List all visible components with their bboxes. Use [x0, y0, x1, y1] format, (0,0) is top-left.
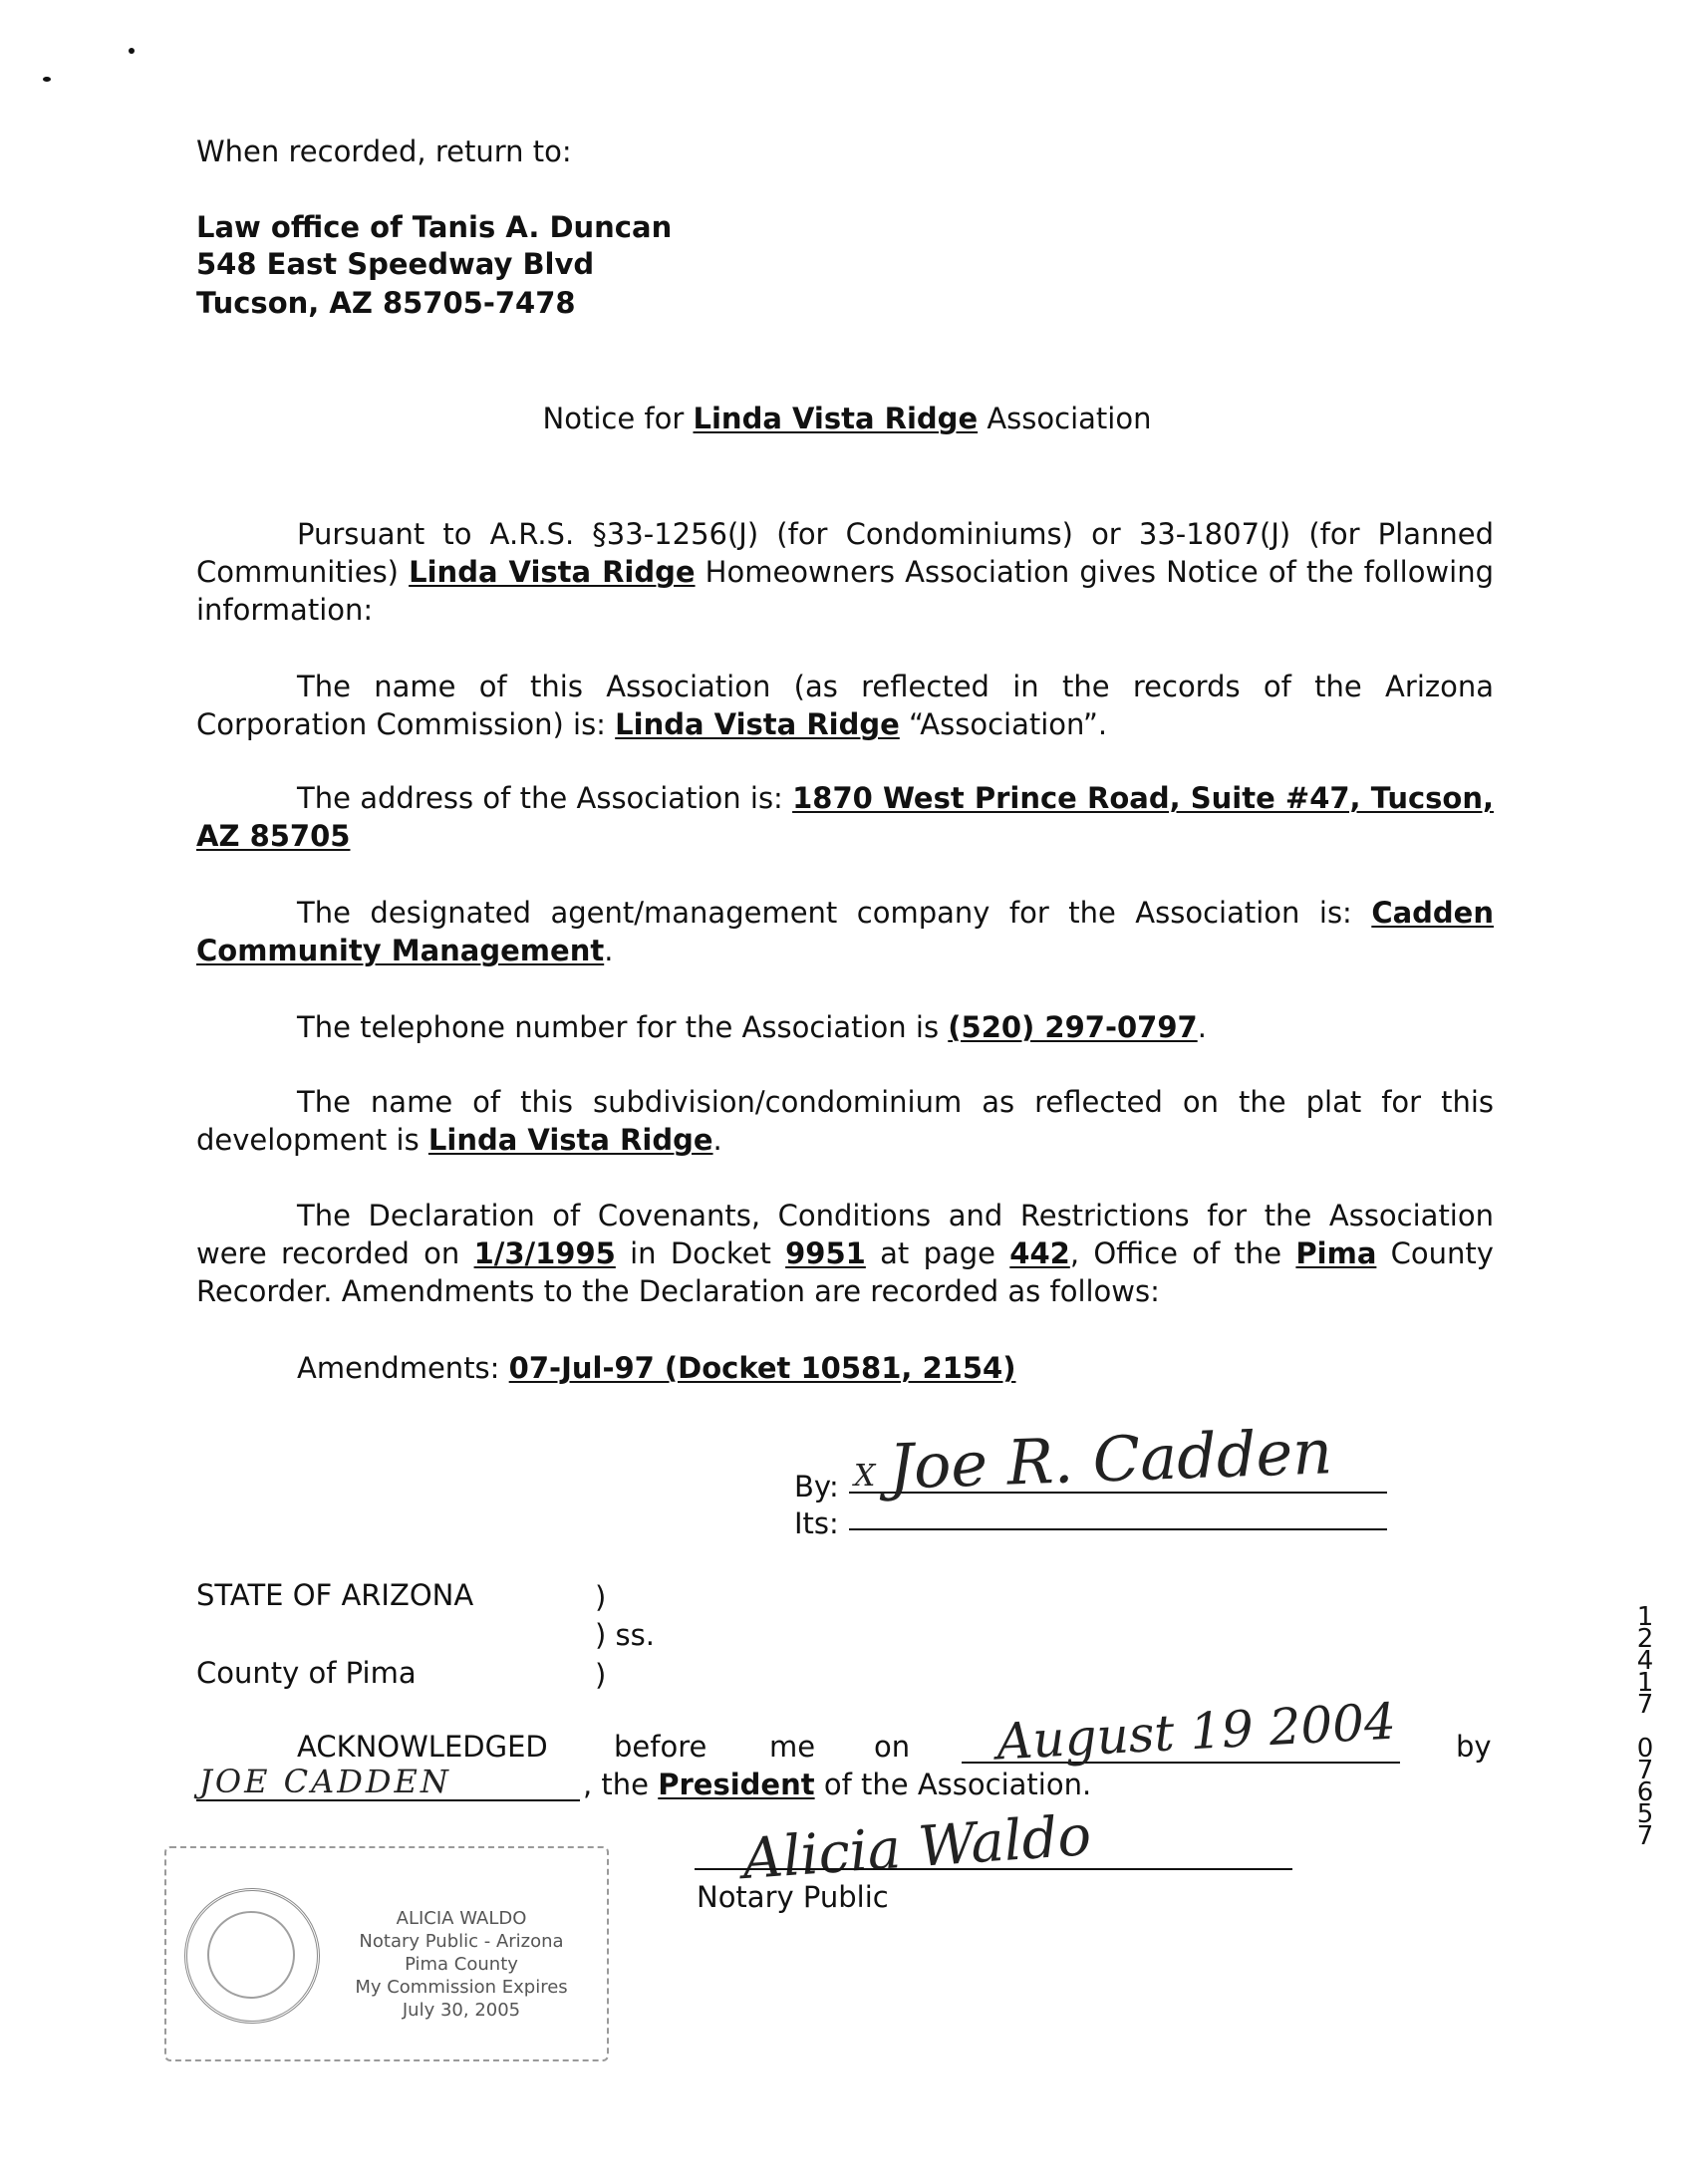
notary-public-label: Notary Public: [697, 1880, 889, 1914]
by-handwritten-signature: Joe R. Cadden: [887, 1415, 1334, 1503]
ack-role-sentence: , the President of the Association.: [583, 1768, 1092, 1801]
recording-digit: 1: [1636, 1668, 1654, 1698]
association-address: 1870 West Prince Road, Suite #47, Tucson, AZ 85705: [196, 781, 1494, 853]
association-phone: (520) 297-0797: [948, 1010, 1198, 1044]
recording-digit: 7: [1636, 1690, 1654, 1720]
its-signature-line: [849, 1528, 1387, 1530]
paragraph-pursuant: Pursuant to A.R.S. §33-1256(J) (for Condominiums) or 33-1807(J) (for Planned Communities) Linda Vista Ridge Homeowners Association gives Notice of the following information:: [196, 517, 1494, 627]
venue-ss: ) ss.: [595, 1618, 655, 1652]
amendments-value: 07-Jul-97 (Docket 10581, 2154): [508, 1351, 1016, 1385]
notary-handwritten-signature: Alicia Waldo: [740, 1802, 1094, 1893]
recording-date: 1/3/1995: [473, 1236, 616, 1270]
notary-signature-line: [695, 1868, 1292, 1870]
paragraph-telephone: The telephone number for the Association is (520) 297-0797.: [297, 1010, 1207, 1044]
seal-inner-ring: [207, 1911, 295, 1999]
stamp-commission-date: July 30, 2005: [402, 2000, 521, 2021]
return-office: Law office of Tanis A. Duncan: [196, 210, 673, 244]
association-name: Linda Vista Ridge: [615, 707, 900, 741]
ack-role: President: [658, 1768, 815, 1801]
management-company: Cadden Community Management: [196, 896, 1494, 967]
subdivision-name: Linda Vista Ridge: [427, 1123, 713, 1157]
ack-handwritten-name: JOE CADDEN: [199, 1763, 451, 1800]
return-street: 548 East Speedway Blvd: [196, 247, 595, 281]
paragraph-address: The address of the Association is: 1870 West Prince Road, Suite #47, Tucson, AZ 85705: [196, 781, 1494, 853]
title-association-name: Linda Vista Ridge: [693, 402, 979, 435]
recording-digit: 4: [1636, 1646, 1654, 1676]
stamp-county: Pima County: [405, 1954, 518, 1975]
ack-word-by: by: [1456, 1730, 1492, 1764]
paragraph-agent: The designated agent/management company for the Association is: Cadden Community Management.: [196, 896, 1494, 967]
its-label: Its:: [794, 1506, 839, 1540]
title-post: Association: [978, 402, 1152, 435]
recording-digit: 6: [1636, 1777, 1654, 1807]
venue-state: STATE OF ARIZONA: [196, 1578, 474, 1612]
notary-seal: [184, 1888, 320, 2024]
stamp-name: ALICIA WALDO: [396, 1908, 527, 1929]
recording-digit: 7: [1636, 1821, 1654, 1851]
notary-stamp: [164, 1846, 609, 2061]
return-city: Tucson, AZ 85705-7478: [196, 286, 576, 320]
paragraph-subdivision: The name of this subdivision/condominium as reflected on the plat for this development is Linda Vista Ridge.: [196, 1085, 1494, 1157]
paragraph-association-name: The name of this Association (as reflected in the records of the Arizona Corporation Commission) is: Linda Vista Ridge “Association”.: [196, 670, 1494, 741]
ack-word-me: me: [769, 1730, 816, 1764]
page-number: 442: [1009, 1236, 1070, 1270]
venue-paren-bottom: ): [595, 1658, 607, 1692]
ack-word-acknowledged: ACKNOWLEDGED: [297, 1730, 548, 1764]
scan-speck: [129, 48, 135, 54]
ack-word-on: on: [874, 1730, 911, 1764]
by-mark: X: [854, 1459, 876, 1494]
ack-word-before: before: [614, 1730, 707, 1764]
ack-handwritten-date: August 19 2004: [994, 1692, 1398, 1772]
notice-title: [0, 400, 1694, 437]
amendments-line: Amendments: 07-Jul-97 (Docket 10581, 2154): [297, 1351, 1016, 1385]
return-heading: When recorded, return to:: [196, 135, 572, 168]
county-name: Pima: [1295, 1236, 1377, 1270]
recording-digit: 5: [1636, 1799, 1654, 1829]
scan-speck: [43, 77, 51, 82]
recording-digit: 7: [1636, 1756, 1654, 1785]
association-name: Linda Vista Ridge: [409, 555, 696, 589]
stamp-title: Notary Public - Arizona: [359, 1931, 564, 1952]
recording-digit: 2: [1636, 1624, 1654, 1654]
paragraph-declaration: The Declaration of Covenants, Conditions and Restrictions for the Association were recorded on 1/3/1995 in Docket 9951 at page 442, Office of the Pima County Recorder. Amendments to the Declaration are recorded as follows:: [196, 1199, 1494, 1308]
recording-number: [1635, 1602, 1655, 1851]
recording-digit: 1: [1636, 1602, 1654, 1632]
by-label: By:: [794, 1470, 839, 1503]
venue-county: County of Pima: [196, 1656, 417, 1690]
stamp-commission-label: My Commission Expires: [355, 1977, 568, 1998]
title-pre: Notice for: [542, 402, 694, 435]
venue-paren-top: ): [595, 1580, 607, 1614]
docket-number: 9951: [785, 1236, 866, 1270]
recording-digit: 0: [1636, 1734, 1654, 1764]
